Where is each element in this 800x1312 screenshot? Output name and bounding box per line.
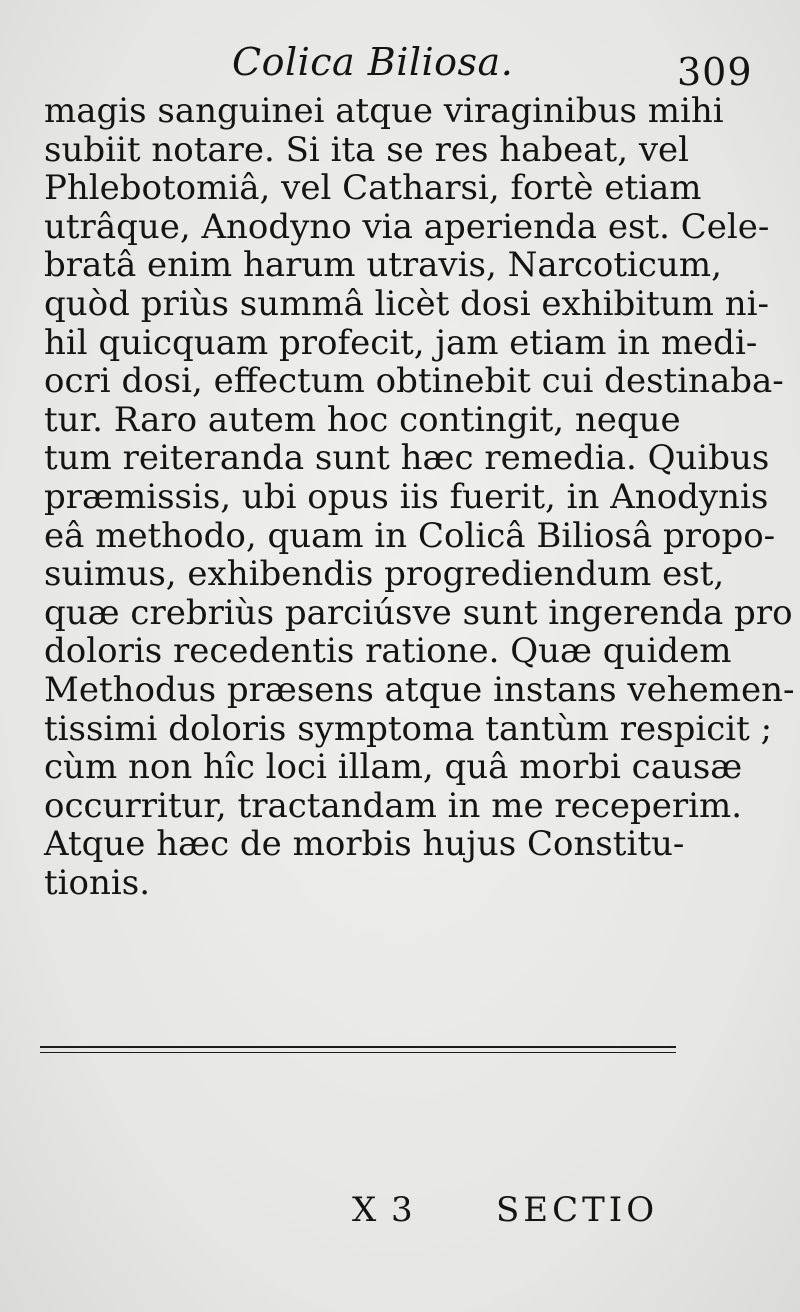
text-line: tissimi doloris symptoma tantùm respicit ; [44, 708, 773, 749]
running-title: Colica Biliosa. [232, 40, 514, 84]
text-line: hil quicquam profecit, jam etiam in medi- [44, 322, 758, 363]
text-line: suimus, exhibendis progrediendum est, [44, 554, 725, 595]
text-line: præmissis, ubi opus iis fuerit, in Anodynis [44, 476, 769, 517]
text-line: tum reiteranda sunt hæc remedia. Quibus [44, 438, 770, 479]
text-line: subiit notare. Si ita se res habeat, vel [44, 129, 690, 170]
text-line: occurritur, tractandam in me receperim. [44, 785, 743, 826]
text-line: cùm non hîc loci illam, quâ morbi causæ [44, 747, 743, 788]
body-text [44, 91, 795, 903]
catchword: SECTIO [496, 1190, 659, 1230]
page-number: 309 [677, 50, 753, 94]
text-line: tionis. [44, 862, 151, 903]
text-line: tur. Raro autem hoc contingit, neque [44, 399, 681, 440]
text-line: Methodus præsens atque instans vehemen- [44, 669, 795, 710]
text-line: eâ methodo, quam in Colicâ Biliosâ propo- [44, 515, 776, 556]
text-line: doloris recedentis ratione. Quæ quidem [44, 631, 732, 672]
text-line: Atque hæc de morbis hujus Constitu- [44, 824, 685, 865]
text-line: utrâque, Anodyno via aperienda est. Cele- [44, 206, 770, 247]
section-divider-rule [40, 1046, 676, 1053]
text-line: bratâ enim harum utravis, Narcoticum, [44, 245, 722, 286]
text-line: quòd priùs summâ licèt dosi exhibitum ni- [44, 283, 769, 324]
text-line: ocri dosi, effectum obtinebit cui destinaba- [44, 361, 784, 402]
signature-mark: X 3 [352, 1190, 415, 1230]
text-line: Phlebotomiâ, vel Catharsi, fortè etiam [44, 168, 702, 209]
text-line: quæ crebriùs parciúsve sunt ingerenda pro [44, 592, 793, 633]
text-line: magis sanguinei atque viraginibus mihi [44, 91, 724, 131]
